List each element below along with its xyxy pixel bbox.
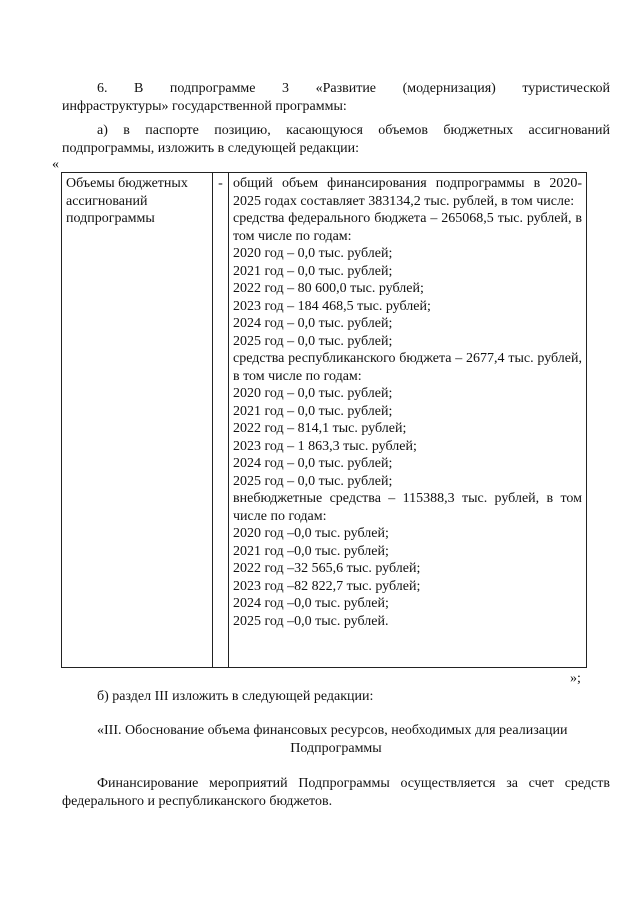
item6-word: подпрограмме	[169, 81, 256, 96]
content-line: 2025 год – 0,0 тыс. рублей;	[233, 333, 393, 349]
table-row	[62, 173, 587, 668]
content-line: 2023 год – 1 863,3 тыс. рублей;	[233, 438, 417, 454]
content-line: 2025 год –0,0 тыс. рублей.	[233, 613, 389, 629]
item6-heading-line2: инфраструктуры» государственной программы:	[62, 99, 347, 114]
content-line: 2024 год – 0,0 тыс. рублей;	[233, 456, 393, 471]
item6-word: 6.	[97, 81, 108, 96]
content-line: средства федерального бюджета – 265068,5 тыс. рублей, в том числе по годам:	[233, 211, 582, 244]
content-line: 2021 год – 0,0 тыс. рублей;	[233, 403, 393, 419]
close-quote: »;	[570, 671, 581, 686]
final-paragraph: Финансирование мероприятий Подпрограммы осуществляется за счет средств федерального и республиканского бюджетов.	[62, 776, 610, 809]
content-line: 2024 год –0,0 тыс. рублей;	[233, 596, 389, 611]
content-line: 2022 год – 80 600,0 тыс. рублей;	[233, 281, 424, 296]
item6-word: В	[134, 81, 144, 96]
content-line: 2020 год – 0,0 тыс. рублей;	[233, 386, 393, 401]
open-quote: «	[52, 157, 59, 172]
item6-word: «Развитие	[315, 81, 377, 96]
section-title-line1: «III. Обоснование объема финансовых ресурсов, необходимых для реализации	[97, 723, 568, 738]
content-line: 2020 год –0,0 тыс. рублей;	[233, 526, 389, 541]
content-line: 2023 год –82 822,7 тыс. рублей;	[233, 578, 421, 594]
item6-heading-line1	[62, 80, 610, 98]
content-line: 2022 год – 814,1 тыс. рублей;	[233, 421, 407, 436]
content-line: 2022 год –32 565,6 тыс. рублей;	[233, 561, 421, 576]
content-line: средства республиканского бюджета – 2677,4 тыс. рублей, в том числе по годам:	[233, 351, 582, 384]
dash-cell: -	[213, 173, 229, 668]
content-line: 2021 год – 0,0 тыс. рублей;	[233, 263, 393, 279]
item6-word: 3	[282, 81, 290, 96]
content-line: общий объем финансирования подпрограммы в 2020-2025 годах составляет 383134,2 тыс. рублей, в том числе:	[233, 176, 582, 209]
content-line: внебюджетные средства – 115388,3 тыс. рублей, в том числе по годам:	[233, 491, 582, 524]
budget-content-cell	[229, 173, 587, 668]
content-line: 2021 год –0,0 тыс. рублей;	[233, 543, 389, 559]
sub-a-paragraph: а) в паспорте позицию, касающуюся объемов бюджетных ассигнований подпрограммы, изложить в следующей редакции:	[62, 123, 610, 156]
item6-word: (модернизация)	[402, 81, 496, 96]
section-title-line2: Подпрограммы	[290, 741, 382, 756]
budget-label-cell: Объемы бюджетных ассигнований подпрограммы	[62, 173, 213, 668]
content-line: 2024 год – 0,0 тыс. рублей;	[233, 316, 393, 331]
sub-b-paragraph: б) раздел III изложить в следующей редакции:	[97, 689, 374, 704]
budget-table	[61, 172, 587, 668]
content-line: 2020 год – 0,0 тыс. рублей;	[233, 246, 393, 261]
content-line: 2025 год – 0,0 тыс. рублей;	[233, 473, 393, 489]
content-line: 2023 год – 184 468,5 тыс. рублей;	[233, 298, 431, 314]
item6-word: туристической	[522, 81, 611, 96]
